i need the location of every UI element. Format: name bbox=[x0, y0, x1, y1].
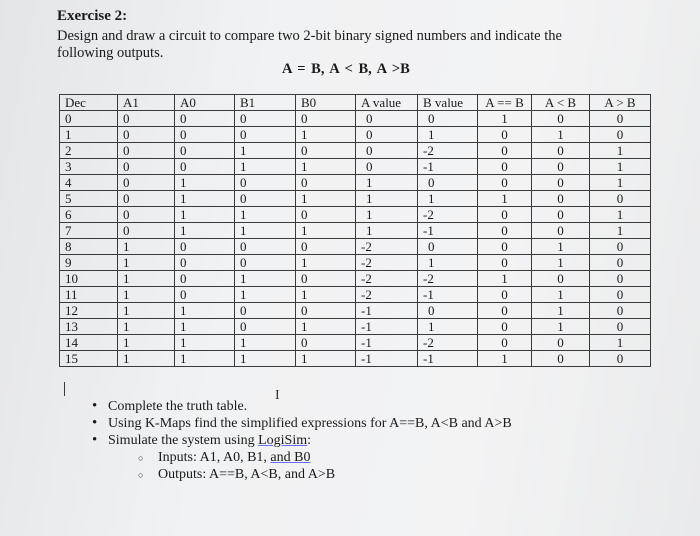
cell-a1: 0 bbox=[118, 159, 175, 175]
cell-b1: 0 bbox=[235, 239, 296, 255]
table-row bbox=[60, 175, 651, 191]
cell-b-value: 1 bbox=[418, 255, 478, 271]
cell-a1: 1 bbox=[118, 239, 175, 255]
table-row bbox=[60, 143, 651, 159]
cell-b0: 1 bbox=[296, 159, 356, 175]
table-row bbox=[60, 351, 651, 367]
cell-b-value: -2 bbox=[418, 335, 478, 351]
cell-b1: 0 bbox=[235, 191, 296, 207]
header-a-gt-b: A > B bbox=[590, 95, 651, 111]
cell-a-gt-b: 1 bbox=[590, 335, 651, 351]
cell-a-value: -2 bbox=[356, 239, 418, 255]
cell-a0: 0 bbox=[175, 111, 235, 127]
cell-b-value: 0 bbox=[418, 111, 478, 127]
cell-b1: 1 bbox=[235, 159, 296, 175]
truth-table-body bbox=[60, 111, 651, 367]
instruction-item-3 bbox=[92, 432, 512, 483]
cell-a0: 0 bbox=[175, 271, 235, 287]
cell-b0: 1 bbox=[296, 255, 356, 271]
cell-b0: 0 bbox=[296, 335, 356, 351]
cell-a-lt-b: 0 bbox=[532, 207, 590, 223]
instruction-item-3-suffix: : bbox=[307, 433, 312, 448]
instruction-item-1: • Complete the truth table. bbox=[92, 398, 512, 415]
cell-b1: 0 bbox=[235, 255, 296, 271]
cell-dec: 2 bbox=[60, 143, 118, 159]
cell-a0: 0 bbox=[175, 143, 235, 159]
cell-dec: 9 bbox=[60, 255, 118, 271]
cell-a1: 0 bbox=[118, 175, 175, 191]
cell-a0: 1 bbox=[175, 303, 235, 319]
cell-a1: 1 bbox=[118, 335, 175, 351]
table-row bbox=[60, 159, 651, 175]
cell-a-eq-b: 1 bbox=[478, 271, 532, 287]
cell-b1: 1 bbox=[235, 271, 296, 287]
cell-b-value: -1 bbox=[418, 287, 478, 303]
cell-dec: 0 bbox=[60, 111, 118, 127]
cell-a-eq-b: 0 bbox=[478, 287, 532, 303]
table-row bbox=[60, 111, 651, 127]
table-row bbox=[60, 207, 651, 223]
cell-a-lt-b: 1 bbox=[532, 287, 590, 303]
inputs-underlined-text: and B0 bbox=[270, 450, 311, 465]
cell-a-value: 0 bbox=[356, 111, 418, 127]
cell-b-value: 0 bbox=[418, 175, 478, 191]
cell-a0: 1 bbox=[175, 207, 235, 223]
cell-a-value: -1 bbox=[356, 351, 418, 367]
cell-a-lt-b: 1 bbox=[532, 255, 590, 271]
table-row bbox=[60, 335, 651, 351]
cell-a1: 0 bbox=[118, 207, 175, 223]
cell-a1: 0 bbox=[118, 143, 175, 159]
cell-a-gt-b: 0 bbox=[590, 287, 651, 303]
cell-b0: 0 bbox=[296, 239, 356, 255]
cell-dec: 4 bbox=[60, 175, 118, 191]
cell-a-eq-b: 0 bbox=[478, 239, 532, 255]
cell-a1: 1 bbox=[118, 303, 175, 319]
cell-a-gt-b: 1 bbox=[590, 207, 651, 223]
cell-b-value: 0 bbox=[418, 239, 478, 255]
cell-a-eq-b: 0 bbox=[478, 335, 532, 351]
instruction-sublist bbox=[108, 449, 512, 483]
cell-b1: 0 bbox=[235, 111, 296, 127]
mouse-ibeam-cursor: I bbox=[275, 388, 280, 403]
cell-dec: 14 bbox=[60, 335, 118, 351]
cell-a-value: 1 bbox=[356, 207, 418, 223]
cell-a1: 0 bbox=[118, 127, 175, 143]
cell-a-value: 0 bbox=[356, 159, 418, 175]
cell-a-lt-b: 0 bbox=[532, 143, 590, 159]
cell-dec: 15 bbox=[60, 351, 118, 367]
cell-a0: 1 bbox=[175, 175, 235, 191]
cell-a-lt-b: 1 bbox=[532, 239, 590, 255]
cell-a-eq-b: 0 bbox=[478, 207, 532, 223]
cell-a-lt-b: 0 bbox=[532, 159, 590, 175]
cell-a-gt-b: 1 bbox=[590, 175, 651, 191]
cell-a-lt-b: 0 bbox=[532, 223, 590, 239]
cell-b-value: -1 bbox=[418, 223, 478, 239]
cell-a0: 1 bbox=[175, 223, 235, 239]
header-a-lt-b: A < B bbox=[532, 95, 590, 111]
header-a1: A1 bbox=[118, 95, 175, 111]
cell-dec: 7 bbox=[60, 223, 118, 239]
cell-a0: 1 bbox=[175, 351, 235, 367]
header-a-eq-b: A == B bbox=[478, 95, 532, 111]
cell-a-gt-b: 0 bbox=[590, 239, 651, 255]
cell-a-lt-b: 0 bbox=[532, 271, 590, 287]
cell-a0: 0 bbox=[175, 127, 235, 143]
cell-a-eq-b: 1 bbox=[478, 111, 532, 127]
cell-a-lt-b: 0 bbox=[532, 111, 590, 127]
cell-dec: 5 bbox=[60, 191, 118, 207]
cell-b0: 1 bbox=[296, 191, 356, 207]
cell-a-eq-b: 0 bbox=[478, 175, 532, 191]
inputs-text: Inputs: A1, A0, B1, bbox=[158, 450, 271, 465]
cell-a-lt-b: 0 bbox=[532, 175, 590, 191]
cell-a-gt-b: 1 bbox=[590, 143, 651, 159]
table-row bbox=[60, 239, 651, 255]
cell-b0: 0 bbox=[296, 175, 356, 191]
cell-a1: 0 bbox=[118, 223, 175, 239]
table-row bbox=[60, 287, 651, 303]
cell-a-eq-b: 0 bbox=[478, 127, 532, 143]
outputs-line: A = B, A < B, A >B bbox=[282, 61, 410, 77]
cell-a0: 0 bbox=[175, 239, 235, 255]
cell-a-value: -2 bbox=[356, 271, 418, 287]
cell-b0: 1 bbox=[296, 223, 356, 239]
cell-a0: 1 bbox=[175, 191, 235, 207]
cell-a1: 1 bbox=[118, 319, 175, 335]
table-row bbox=[60, 303, 651, 319]
header-b1: B1 bbox=[235, 95, 296, 111]
cell-a1: 1 bbox=[118, 351, 175, 367]
cell-a-lt-b: 0 bbox=[532, 351, 590, 367]
cell-b1: 0 bbox=[235, 303, 296, 319]
cell-a-eq-b: 0 bbox=[478, 319, 532, 335]
cell-a-lt-b: 1 bbox=[532, 303, 590, 319]
cell-b0: 1 bbox=[296, 127, 356, 143]
cell-a1: 0 bbox=[118, 111, 175, 127]
cell-b-value: -1 bbox=[418, 351, 478, 367]
cell-a-gt-b: 1 bbox=[590, 159, 651, 175]
cell-a-value: -2 bbox=[356, 287, 418, 303]
header-b0: B0 bbox=[296, 95, 356, 111]
cell-b-value: -2 bbox=[418, 271, 478, 287]
cell-b-value: 0 bbox=[418, 303, 478, 319]
cell-b1: 0 bbox=[235, 319, 296, 335]
header-a-value: A value bbox=[356, 95, 418, 111]
cell-b1: 0 bbox=[235, 175, 296, 191]
cell-b-value: 1 bbox=[418, 191, 478, 207]
cell-b1: 1 bbox=[235, 207, 296, 223]
cell-b0: 0 bbox=[296, 303, 356, 319]
header-b-value: B value bbox=[418, 95, 478, 111]
cell-a-gt-b: 1 bbox=[590, 223, 651, 239]
cell-a-gt-b: 0 bbox=[590, 351, 651, 367]
cell-b1: 1 bbox=[235, 287, 296, 303]
cell-dec: 6 bbox=[60, 207, 118, 223]
cell-b0: 0 bbox=[296, 143, 356, 159]
header-a0: A0 bbox=[175, 95, 235, 111]
cell-a0: 0 bbox=[175, 255, 235, 271]
cell-dec: 8 bbox=[60, 239, 118, 255]
cell-b0: 0 bbox=[296, 111, 356, 127]
cell-b-value: -2 bbox=[418, 207, 478, 223]
instruction-list bbox=[92, 398, 512, 483]
cell-b1: 1 bbox=[235, 143, 296, 159]
cell-dec: 13 bbox=[60, 319, 118, 335]
cell-a-value: -1 bbox=[356, 319, 418, 335]
instruction-sub-inputs bbox=[138, 449, 512, 466]
cell-b0: 0 bbox=[296, 271, 356, 287]
cell-b0: 1 bbox=[296, 287, 356, 303]
cell-a-value: 0 bbox=[356, 127, 418, 143]
cell-a-value: 1 bbox=[356, 223, 418, 239]
cell-a-lt-b: 1 bbox=[532, 127, 590, 143]
cell-a-gt-b: 0 bbox=[590, 255, 651, 271]
table-row bbox=[60, 319, 651, 335]
cell-a-eq-b: 0 bbox=[478, 303, 532, 319]
cell-a-value: 1 bbox=[356, 175, 418, 191]
cell-a0: 1 bbox=[175, 335, 235, 351]
cell-a-lt-b: 0 bbox=[532, 335, 590, 351]
cell-b-value: 1 bbox=[418, 127, 478, 143]
cell-a1: 1 bbox=[118, 271, 175, 287]
cell-a1: 0 bbox=[118, 191, 175, 207]
cell-a1: 1 bbox=[118, 255, 175, 271]
text-cursor-bar bbox=[64, 382, 65, 396]
truth-table bbox=[59, 94, 651, 367]
cell-a1: 1 bbox=[118, 287, 175, 303]
cell-a-value: -1 bbox=[356, 335, 418, 351]
cell-a0: 0 bbox=[175, 159, 235, 175]
instruction-sub-outputs: ○ Outputs: A==B, A<B, and A>B bbox=[138, 466, 512, 483]
table-row bbox=[60, 255, 651, 271]
cell-a-gt-b: 0 bbox=[590, 111, 651, 127]
cell-b-value: -2 bbox=[418, 143, 478, 159]
cell-b1: 1 bbox=[235, 223, 296, 239]
cell-b0: 1 bbox=[296, 319, 356, 335]
cell-a-gt-b: 0 bbox=[590, 271, 651, 287]
table-row bbox=[60, 191, 651, 207]
cell-b-value: -1 bbox=[418, 159, 478, 175]
cell-a-eq-b: 1 bbox=[478, 191, 532, 207]
cell-a-lt-b: 0 bbox=[532, 191, 590, 207]
cell-a-gt-b: 0 bbox=[590, 191, 651, 207]
exercise-description: Design and draw a circuit to compare two 2-bit binary signed numbers and indicate the following outputs. bbox=[57, 28, 562, 61]
cell-a-eq-b: 0 bbox=[478, 159, 532, 175]
cell-b0: 0 bbox=[296, 207, 356, 223]
truth-table-header-row bbox=[60, 95, 651, 111]
cell-b0: 1 bbox=[296, 351, 356, 367]
cell-b1: 1 bbox=[235, 351, 296, 367]
cell-b-value: 1 bbox=[418, 319, 478, 335]
cell-a-gt-b: 0 bbox=[590, 303, 651, 319]
cell-a-value: -2 bbox=[356, 255, 418, 271]
table-row bbox=[60, 223, 651, 239]
cell-a-value: 0 bbox=[356, 143, 418, 159]
cell-dec: 11 bbox=[60, 287, 118, 303]
cell-dec: 12 bbox=[60, 303, 118, 319]
header-dec: Dec bbox=[60, 95, 118, 111]
cell-b1: 1 bbox=[235, 335, 296, 351]
exercise-title: Exercise 2: bbox=[57, 8, 128, 24]
cell-a-eq-b: 0 bbox=[478, 143, 532, 159]
table-row bbox=[60, 271, 651, 287]
cell-a-lt-b: 1 bbox=[532, 319, 590, 335]
cell-a-eq-b: 0 bbox=[478, 255, 532, 271]
cell-b1: 0 bbox=[235, 127, 296, 143]
cell-dec: 10 bbox=[60, 271, 118, 287]
instruction-item-2: • Using K-Maps find the simplified expressions for A==B, A<B and A>B bbox=[92, 415, 512, 432]
cell-a-gt-b: 0 bbox=[590, 127, 651, 143]
table-row bbox=[60, 127, 651, 143]
cell-a0: 0 bbox=[175, 287, 235, 303]
cell-a-eq-b: 1 bbox=[478, 351, 532, 367]
cell-a-value: 1 bbox=[356, 191, 418, 207]
instruction-item-3-prefix: Simulate the system using bbox=[108, 433, 259, 448]
cell-dec: 1 bbox=[60, 127, 118, 143]
cell-a-eq-b: 0 bbox=[478, 223, 532, 239]
logisim-word: LogiSim bbox=[258, 433, 308, 448]
cell-dec: 3 bbox=[60, 159, 118, 175]
cell-a0: 1 bbox=[175, 319, 235, 335]
cell-a-value: -1 bbox=[356, 303, 418, 319]
cell-a-gt-b: 0 bbox=[590, 319, 651, 335]
